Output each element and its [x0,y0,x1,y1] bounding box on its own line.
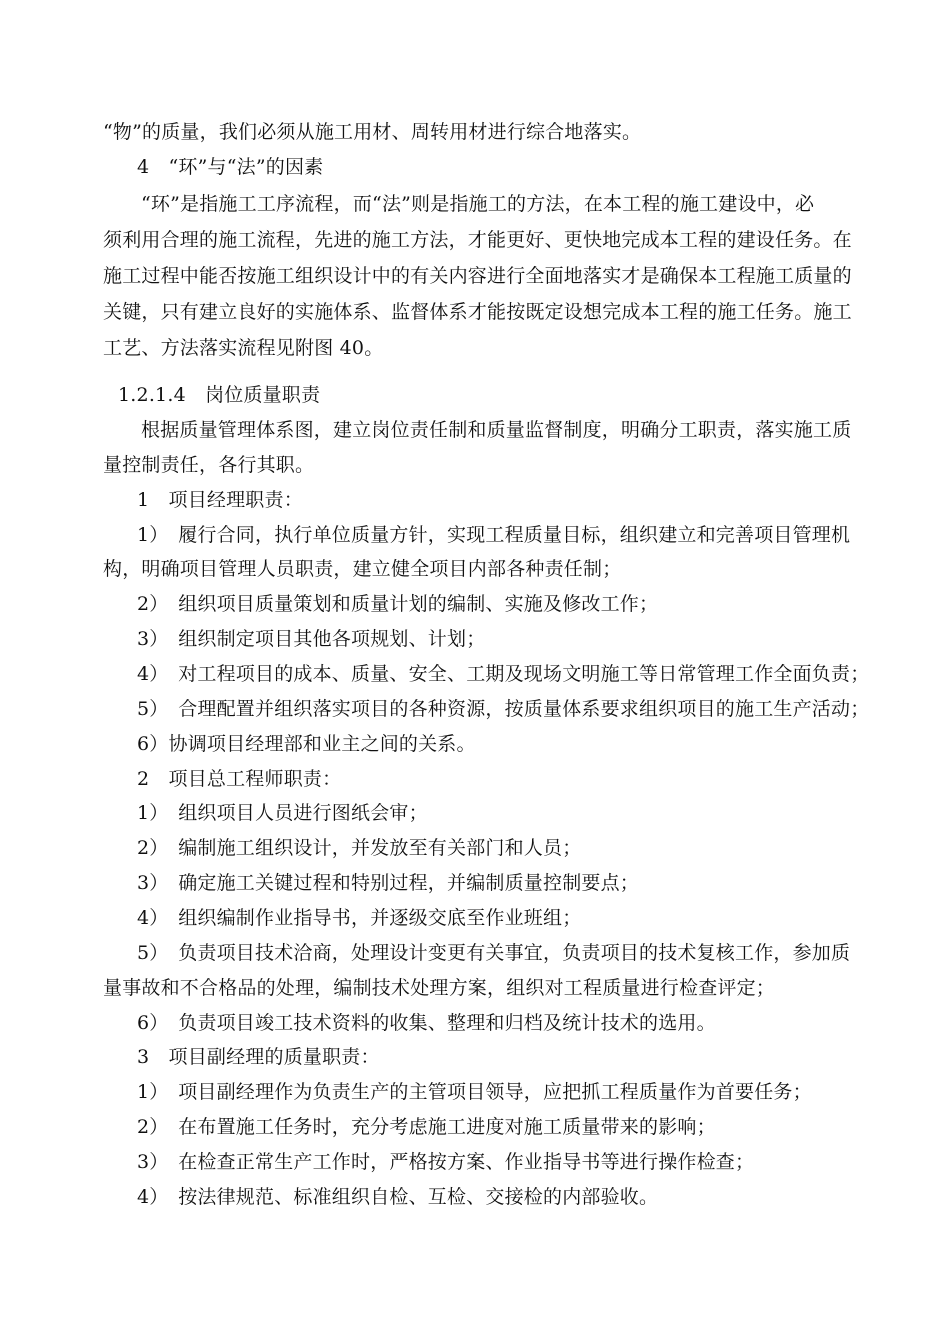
body-text-line: “环”是指施工工序流程，而“法”则是指施工的方法，在本工程的施工建设中，必 [141,193,815,215]
body-text-line: 施工过程中能否按施工组织设计中的有关内容进行全面地落实才是确保本工程施工质量的 [103,265,852,287]
body-text-line: 根据质量管理体系图，建立岗位责任制和质量监督制度，明确分工职责，落实施工质 [141,419,852,441]
subheading: 3 项目副经理的质量职责： [137,1046,380,1068]
list-item: 1） 组织项目人员进行图纸会审； [137,802,428,824]
list-item: 1） 项目副经理作为负责生产的主管项目领导，应把抓工程质量作为首要任务； [137,1081,812,1103]
list-item: 6） 负责项目竣工技术资料的收集、整理和归档及统计技术的选用。 [137,1012,716,1034]
list-item: 6）协调项目经理部和业主之间的关系。 [137,733,476,755]
subheading: 4 “环”与“法”的因素 [137,156,324,178]
subheading: 1 项目经理职责： [137,489,303,511]
list-item: 5） 负责项目技术洽商，处理设计变更有关事宜，负责项目的技术复核工作，参加质 [137,942,851,964]
body-text-line: 须利用合理的施工流程，先进的施工方法，才能更好、更快地完成本工程的建设任务。在 [103,229,852,251]
list-item: 1） 履行合同，执行单位质量方针，实现工程质量目标，组织建立和完善项目管理机 [137,524,851,546]
body-text-line: 量控制责任，各行其职。 [103,454,315,476]
list-item: 5） 合理配置并组织落实项目的各种资源，按质量体系要求组织项目的施工生产活动； [137,698,870,720]
list-item: 2） 在布置施工任务时，充分考虑施工进度对施工质量带来的影响； [137,1116,716,1138]
subheading: 2 项目总工程师职责： [137,768,342,790]
body-text-line: 工艺、方法落实流程见附图 40。 [103,337,384,359]
body-text-line: “物”的质量，我们必须从施工用材、周转用材进行综合地落实。 [103,121,642,143]
list-item: 构，明确项目管理人员职责，建立健全项目内部各种责任制； [103,558,622,580]
list-item: 2） 组织项目质量策划和质量计划的编制、实施及修改工作； [137,593,659,615]
body-text-line: 关键，只有建立良好的实施体系、监督体系才能按既定设想完成本工程的施工任务。施工 [103,301,852,323]
section-heading: 1.2.1.4 岗位质量职责 [118,384,321,406]
list-item: 3） 组织制定项目其他各项规划、计划； [137,628,486,650]
list-item: 4） 对工程项目的成本、质量、安全、工期及现场文明施工等日常管理工作全面负责； [137,663,870,685]
list-item: 4） 组织编制作业指导书，并逐级交底至作业班组； [137,907,582,929]
list-item: 量事故和不合格品的处理，编制技术处理方案，组织对工程质量进行检查评定； [103,977,776,999]
list-item: 4） 按法律规范、标准组织自检、互检、交接检的内部验收。 [137,1186,659,1208]
list-item: 3） 确定施工关键过程和特别过程，并编制质量控制要点； [137,872,639,894]
list-item: 3） 在检查正常生产工作时，严格按方案、作业指导书等进行操作检查； [137,1151,755,1173]
list-item: 2） 编制施工组织设计，并发放至有关部门和人员； [137,837,582,859]
